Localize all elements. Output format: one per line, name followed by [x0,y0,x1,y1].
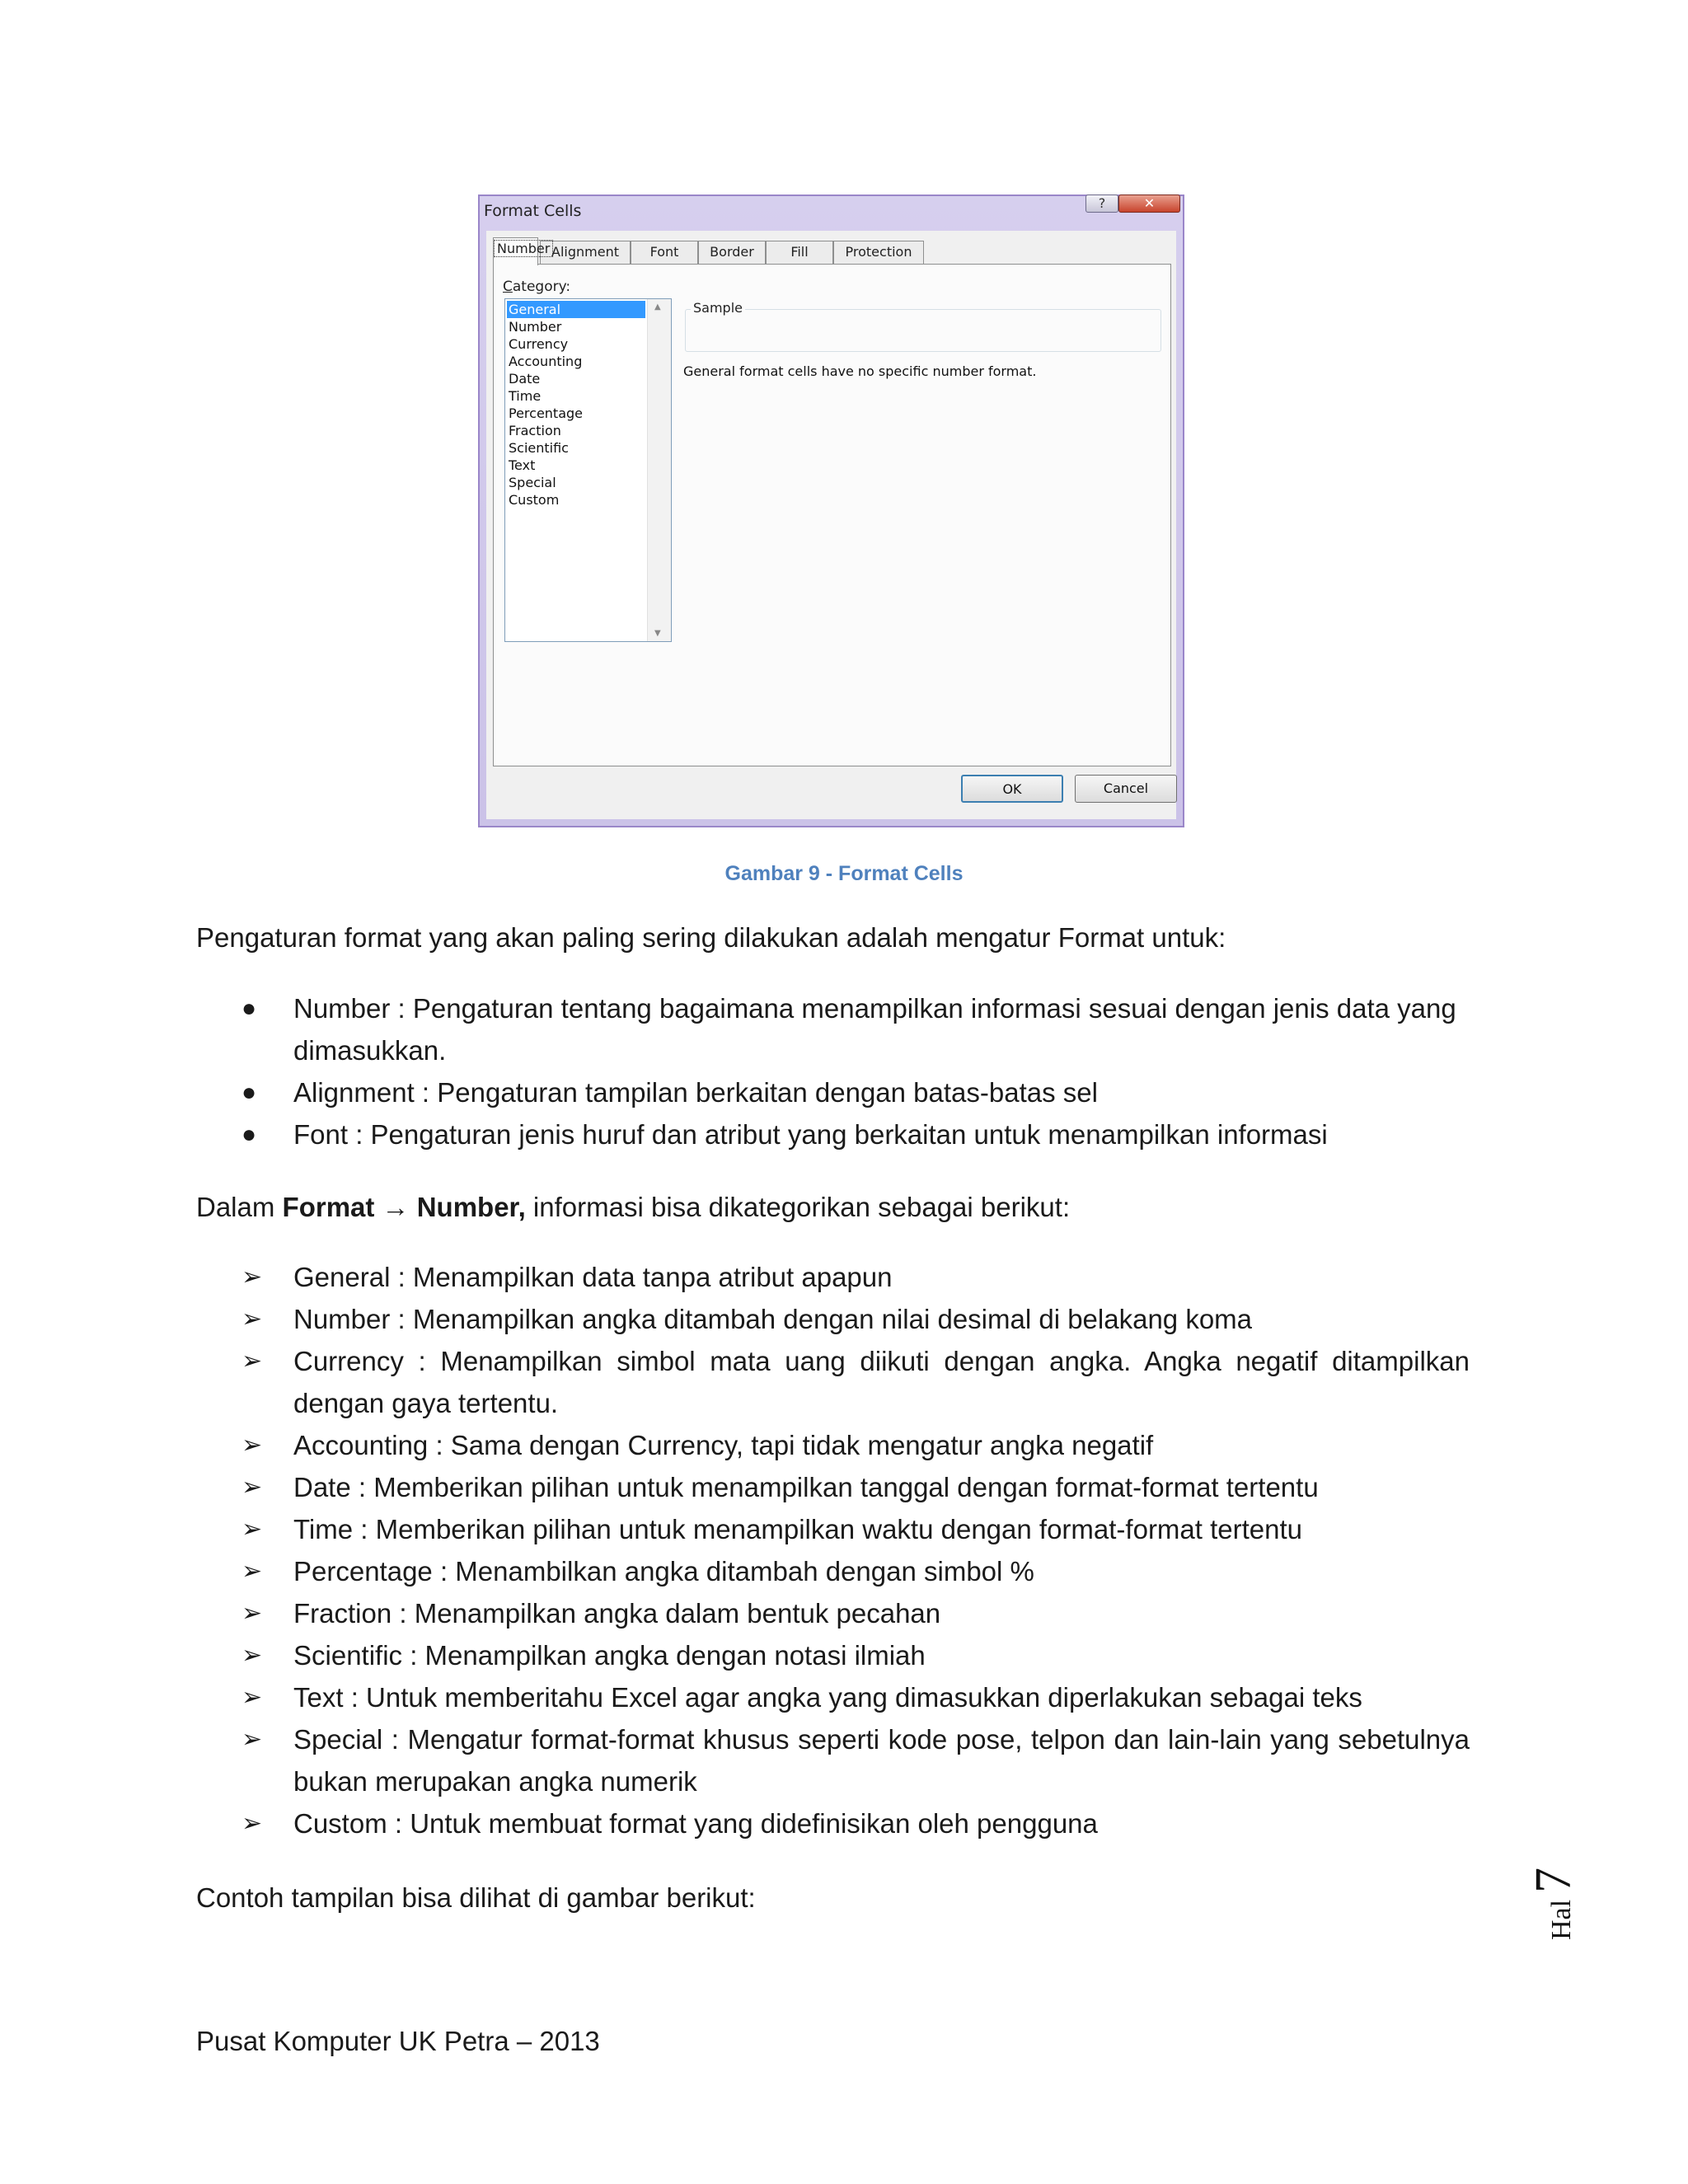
category-scrollbar[interactable] [647,299,671,641]
list-item [196,1802,1470,1844]
list-item-text: Special : Mengatur format-format khusus seperti kode pose, telpon dan lain-lain yang sebetulnya bukan merupakan angka numerik [293,1724,1470,1797]
category-item-percentage[interactable]: Percentage [509,405,584,421]
category-item-custom[interactable]: Custom [509,492,560,508]
arrow-bullet-icon: ➢ [241,1347,263,1375]
list-item-text: Currency : Menampilkan simbol mata uang diikuti dengan angka. Angka negatif ditampilkan dengan gaya tertentu. [293,1346,1470,1418]
format-bullet-list [196,987,1470,1155]
category-item-currency[interactable]: Currency [509,336,569,352]
tab-fill[interactable] [766,241,833,264]
category-item-fraction[interactable]: Fraction [509,423,561,438]
list-item [196,987,1470,1071]
arrow-bullet-icon: ➢ [241,1642,263,1669]
dialog-titlebar [480,196,1183,229]
number-intro-post: informasi bisa dikategorikan sebagai berikut: [525,1192,1071,1222]
tab-label: Alignment [551,244,619,260]
arrow-bullet-icon: ➢ [241,1600,263,1627]
tab-alignment[interactable] [540,241,631,264]
arrow-bullet-icon: ➢ [241,1305,263,1333]
list-item [196,1634,1470,1676]
list-item [196,1071,1470,1113]
tab-label: Font [649,244,679,260]
category-listbox[interactable] [504,298,672,642]
close-button[interactable]: ✕ [1118,194,1180,213]
list-item [196,1113,1470,1155]
list-item-text: Accounting : Sama dengan Currency, tapi tidak mengatur angka negatif [293,1430,1154,1460]
category-item-text[interactable]: Text [509,457,536,473]
dialog-client-area [486,231,1176,819]
category-item-special[interactable]: Special [509,475,556,490]
list-item-text: Percentage : Menambilkan angka ditambah dengan simbol % [293,1556,1034,1586]
list-item-text: Text : Untuk memberitahu Excel agar angka yang dimasukkan diperlakukan sebagai teks [293,1682,1362,1713]
bullet-icon: ● [241,1121,257,1148]
tab-border[interactable] [698,241,766,264]
sample-group [685,300,1161,352]
list-item-text: Scientific : Menampilkan angka dengan notasi ilmiah [293,1640,926,1671]
tab-label: Border [710,244,754,260]
list-item-text: Time : Memberikan pilihan untuk menampilkan waktu dengan format-format tertentu [293,1514,1303,1544]
closing-paragraph: Contoh tampilan bisa dilihat di gambar berikut: [196,1882,756,1913]
category-item-time[interactable]: Time [509,388,542,404]
bullet-icon: ● [241,995,257,1022]
sample-label: Sample [691,300,745,316]
list-item [196,1256,1470,1298]
help-button[interactable]: ? [1085,194,1118,213]
arrow-bullet-icon: ➢ [241,1726,263,1753]
category-item-number[interactable]: Number [509,319,562,335]
list-item-text: General : Menampilkan data tanpa atribut apapun [293,1262,893,1292]
list-item [196,1340,1470,1424]
arrow-bullet-icon: ➢ [241,1810,263,1837]
number-intro-pre: Dalam [196,1192,283,1222]
arrow-bullet-icon: ➢ [241,1558,263,1585]
category-label-accel: C [503,279,513,295]
dialog-title: Format Cells [484,202,582,220]
arrow-bullet-icon: ➢ [241,1263,263,1291]
tab-label: Number [494,240,553,257]
scroll-up-arrow-icon[interactable]: ▲ [654,302,661,312]
list-item [196,1676,1470,1718]
figure-caption: Gambar 9 - Format Cells [724,862,964,885]
arrow-bullet-icon: ➢ [241,1516,263,1543]
list-item-text: Fraction : Menampilkan angka dalam bentuk pecahan [293,1598,941,1629]
arrow-bullet-icon: ➢ [241,1684,263,1711]
tab-number[interactable] [493,237,551,265]
ok-button[interactable]: OK [961,775,1063,803]
page-number [1525,1867,1615,1941]
format-cells-dialog [478,194,1184,827]
list-item [196,1508,1470,1550]
category-item-scientific[interactable]: Scientific [509,440,569,456]
list-item [196,1298,1470,1340]
arrow-bullet-icon: ➢ [241,1432,263,1459]
intro-paragraph: Pengaturan format yang akan paling sering dilakukan adalah mengatur Format untuk: [196,922,1226,953]
list-item [196,1424,1470,1466]
number-intro-paragraph [196,1187,1070,1228]
list-item [196,1592,1470,1634]
list-item-text: Custom : Untuk membuat format yang didefinisikan oleh pengguna [293,1808,1098,1839]
list-item-text: Number : Pengaturan tentang bagaimana menampilkan informasi sesuai dengan jenis data yang dimasukkan. [293,993,1456,1066]
tab-label: Fill [790,244,809,260]
arrow-right-icon: → [382,1192,410,1222]
number-tab-panel [493,264,1171,766]
list-item [196,1550,1470,1592]
tab-protection[interactable] [833,241,924,264]
list-item-text: Number : Menampilkan angka ditambah dengan nilai desimal di belakang koma [293,1304,1253,1334]
list-item-text: Alignment : Pengaturan tampilan berkaitan dengan batas-batas sel [293,1077,1098,1108]
list-item-text: Font : Pengaturan jenis huruf dan atribut yang berkaitan untuk menampilkan informasi [293,1119,1328,1150]
scroll-down-arrow-icon[interactable]: ▼ [654,629,661,638]
bullet-icon: ● [241,1079,257,1106]
number-intro-bold-format: Format [282,1192,375,1222]
list-item [196,1718,1470,1802]
page-number-label: Hal [1546,1899,1577,1941]
category-item-date[interactable]: Date [509,371,541,387]
tab-label: Protection [845,244,912,260]
category-item-accounting[interactable]: Accounting [509,354,583,369]
page-footer: Pusat Komputer UK Petra – 2013 [196,2026,600,2056]
list-item [196,1466,1470,1508]
format-description: General format cells have no specific number format. [683,363,1037,379]
arrow-bullet-icon: ➢ [241,1474,263,1501]
category-item-general[interactable]: General [507,301,645,318]
cancel-button[interactable]: Cancel [1075,775,1177,803]
page-number-value: 7 [1526,1867,1582,1893]
category-label-rest: ategory: [512,279,571,295]
list-item-text: Date : Memberikan pilihan untuk menampilkan tanggal dengan format-format tertentu [293,1472,1319,1502]
category-description-list [196,1256,1470,1844]
tab-font[interactable] [631,241,698,264]
category-label [503,279,570,295]
number-intro-bold-number: Number, [416,1192,526,1222]
